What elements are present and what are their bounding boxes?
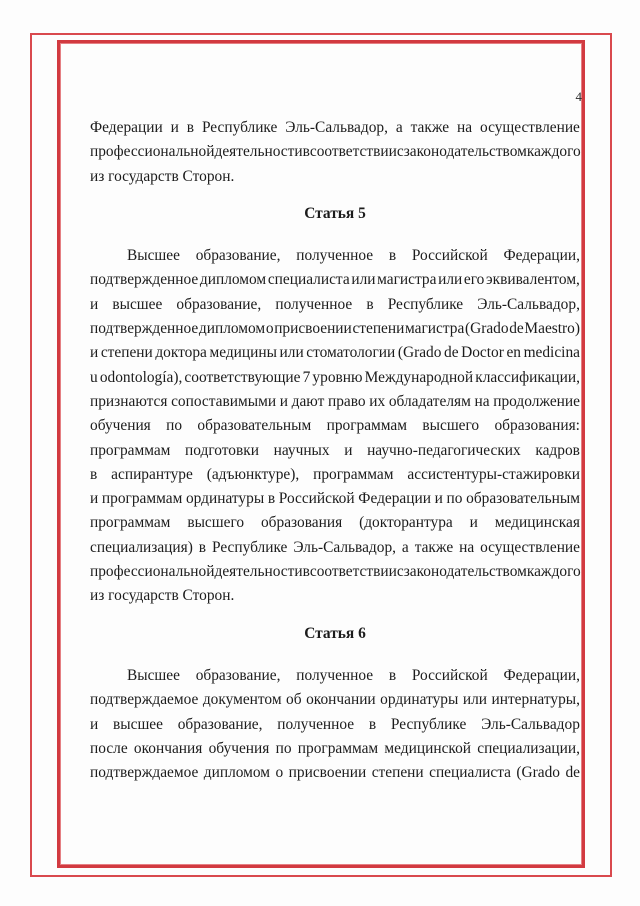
- word: (докторантура: [359, 514, 453, 532]
- word: и: [279, 392, 288, 410]
- word: окончания: [133, 739, 203, 757]
- word: образования: [260, 514, 343, 532]
- word: кадров: [535, 441, 580, 459]
- word: специалиста: [267, 271, 350, 289]
- text-line: [90, 560, 580, 584]
- word: и: [90, 295, 99, 313]
- word: медицины: [209, 344, 277, 362]
- word: осуществление: [479, 119, 580, 136]
- word: подтвержденное: [90, 320, 199, 338]
- text-line: [90, 366, 580, 390]
- word: и: [170, 119, 179, 136]
- article-5-heading: Статья 5: [304, 204, 366, 222]
- word: эквивалентом,: [486, 271, 580, 289]
- article-6-paragraph: [90, 664, 580, 785]
- word: ассистентуры-стажировки: [407, 465, 580, 483]
- word: обладателям: [388, 392, 471, 410]
- word: u: [90, 368, 98, 386]
- word: сопоставимыми: [171, 392, 277, 410]
- word: соответствующие: [184, 368, 301, 386]
- word: на: [457, 119, 473, 136]
- word: специализации,: [477, 739, 580, 757]
- word: в: [267, 490, 276, 508]
- word: высшего: [422, 417, 480, 435]
- word: odontología),: [99, 368, 183, 386]
- word: специализация): [90, 538, 193, 556]
- word: подготовки: [185, 441, 259, 459]
- word: Doctor: [461, 344, 504, 362]
- word: дипломом: [198, 320, 266, 338]
- word: аспирантуре: [111, 465, 193, 483]
- word: образования:: [494, 417, 580, 435]
- word: (Grado: [516, 764, 560, 782]
- word: Российской: [411, 666, 488, 684]
- word: Республике: [390, 715, 467, 733]
- word: подтверждаемое: [90, 764, 199, 782]
- word: Федерации,: [503, 247, 580, 265]
- word: программам: [101, 490, 183, 508]
- text-line: [90, 414, 580, 438]
- word: обучения: [208, 739, 270, 757]
- word: стоматологии: [306, 344, 396, 362]
- word: Республике: [387, 295, 464, 313]
- text-line: [90, 463, 580, 487]
- word: программам: [326, 417, 408, 435]
- word: подтверждаемое: [90, 691, 199, 709]
- article-6-heading: Статья 6: [304, 624, 366, 642]
- word: продолжение: [493, 392, 580, 410]
- word: в: [302, 563, 310, 581]
- word: Высшее: [127, 666, 180, 684]
- word: Республике: [211, 538, 288, 556]
- text-line: [90, 664, 580, 688]
- word: их: [369, 392, 386, 410]
- document-body: [90, 116, 580, 785]
- word: medicina: [523, 344, 580, 362]
- word: Maestro): [524, 320, 580, 338]
- word: de: [444, 344, 459, 362]
- text-line: [90, 317, 580, 341]
- word: также: [414, 538, 454, 556]
- word: научных: [273, 441, 330, 459]
- word: дают: [291, 392, 325, 410]
- word: подтвержденное: [90, 271, 199, 289]
- word: доктора: [155, 344, 207, 362]
- word: образовательным: [466, 490, 580, 508]
- word: Эль-Сальвадор,: [293, 538, 396, 556]
- word: (Grado: [464, 320, 509, 338]
- word: ординатуры: [185, 490, 265, 508]
- word: интернатуры,: [491, 691, 580, 709]
- word: в: [388, 247, 397, 265]
- text-line: [90, 244, 580, 268]
- word: ординатуры: [380, 691, 459, 709]
- word: Международной: [364, 368, 474, 386]
- word: в: [186, 119, 195, 136]
- word: об: [286, 691, 302, 709]
- word: с: [396, 143, 404, 161]
- word: по: [275, 739, 292, 757]
- text-line: [90, 439, 580, 463]
- word: законодательством: [403, 563, 527, 581]
- word: присвоении: [274, 320, 352, 338]
- word: и: [90, 490, 99, 508]
- word: Российской: [411, 247, 488, 265]
- word: медицинская: [494, 514, 580, 532]
- word: или: [351, 271, 376, 289]
- word: полученное: [275, 295, 353, 313]
- word: и: [469, 514, 478, 532]
- word: Федерации: [358, 490, 431, 508]
- text-line: из государств Сторон.: [90, 587, 235, 605]
- word: медицинской: [384, 739, 472, 757]
- word: присвоении: [288, 764, 367, 782]
- word: дипломом: [199, 271, 267, 289]
- word: Эль-Сальвадор,: [477, 295, 580, 313]
- text-line: из государств Сторон.: [90, 167, 235, 185]
- word: в: [368, 715, 377, 733]
- word: Эль-Сальвадор: [481, 715, 580, 733]
- word: в: [90, 465, 98, 483]
- word: de: [509, 320, 524, 338]
- word: осуществление: [480, 538, 580, 556]
- word: уровню: [312, 368, 363, 386]
- word: профессиональной: [90, 563, 215, 581]
- text-line: [90, 713, 580, 737]
- word: дипломом: [203, 764, 271, 782]
- word: 7: [302, 368, 311, 386]
- text-line: [90, 511, 580, 535]
- word: образование,: [176, 295, 262, 313]
- word: и: [344, 441, 353, 459]
- word: по: [166, 417, 183, 435]
- text-line: [90, 737, 580, 761]
- word: высшего: [187, 514, 245, 532]
- word: в: [302, 143, 310, 161]
- word: и: [90, 715, 99, 733]
- word: также: [410, 119, 450, 136]
- word: соответствии: [309, 563, 397, 581]
- word: полученное: [277, 715, 355, 733]
- text-line: [90, 268, 580, 292]
- word: о: [275, 764, 284, 782]
- word: его: [463, 271, 485, 289]
- word: высшее: [112, 295, 163, 313]
- text-line: [90, 487, 580, 511]
- text-line: [90, 761, 580, 785]
- text-line: [90, 341, 580, 365]
- word: законодательством: [403, 143, 527, 161]
- word: и: [90, 344, 99, 362]
- word: программам: [90, 441, 171, 459]
- word: образование,: [195, 666, 281, 684]
- word: полученное: [296, 666, 374, 684]
- word: профессиональной: [90, 143, 215, 161]
- word: Российской: [278, 490, 355, 508]
- text-line: [90, 140, 580, 164]
- word: Республике: [201, 119, 278, 136]
- text-line: [90, 116, 580, 140]
- page-number: 4: [575, 89, 582, 104]
- word: или: [279, 344, 304, 362]
- text-line: [90, 688, 580, 712]
- word: Федерации,: [503, 666, 580, 684]
- word: а: [401, 538, 409, 556]
- word: на: [459, 538, 475, 556]
- word: Федерации: [90, 119, 163, 136]
- word: после: [90, 739, 128, 757]
- word: в: [198, 538, 207, 556]
- word: магистра: [405, 320, 465, 338]
- word: о: [265, 320, 274, 338]
- word: право: [327, 392, 366, 410]
- word: окончании: [306, 691, 376, 709]
- word: обучения: [90, 417, 151, 435]
- word: магистра: [377, 271, 437, 289]
- word: по: [446, 490, 463, 508]
- word: каждого: [526, 143, 581, 161]
- word: признаются: [90, 392, 168, 410]
- word: и: [434, 490, 443, 508]
- word: программам: [90, 514, 171, 532]
- word: деятельности: [214, 563, 303, 581]
- word: каждого: [526, 563, 581, 581]
- word: de: [565, 764, 580, 782]
- paragraph-continuation: [90, 116, 580, 189]
- word: (Grado: [397, 344, 442, 362]
- word: высшее: [113, 715, 163, 733]
- word: степени: [371, 764, 424, 782]
- word: научно-педагогических: [367, 441, 521, 459]
- word: деятельности: [214, 143, 303, 161]
- word: соответствии: [309, 143, 397, 161]
- word: образование,: [195, 247, 281, 265]
- word: специалиста: [429, 764, 511, 782]
- word: или: [462, 691, 487, 709]
- word: en: [506, 344, 521, 362]
- word: образовательным: [197, 417, 312, 435]
- word: полученное: [296, 247, 374, 265]
- article-5-paragraph: [90, 244, 580, 608]
- word: образование,: [177, 715, 263, 733]
- word: программам: [313, 465, 394, 483]
- word: документом: [202, 691, 282, 709]
- word: а: [395, 119, 403, 136]
- word: Высшее: [127, 247, 180, 265]
- text-line: [90, 293, 580, 317]
- word: степени: [352, 320, 405, 338]
- word: в: [366, 295, 374, 313]
- text-line: [90, 390, 580, 414]
- word: в: [388, 666, 397, 684]
- word: (адъюнктуре),: [206, 465, 300, 483]
- word: степени: [100, 344, 153, 362]
- word: Эль-Сальвадор,: [285, 119, 388, 136]
- word: или: [438, 271, 463, 289]
- word: с: [396, 563, 404, 581]
- word: программам: [297, 739, 379, 757]
- text-line: [90, 536, 580, 560]
- word: классификации,: [475, 368, 580, 386]
- word: на: [474, 392, 490, 410]
